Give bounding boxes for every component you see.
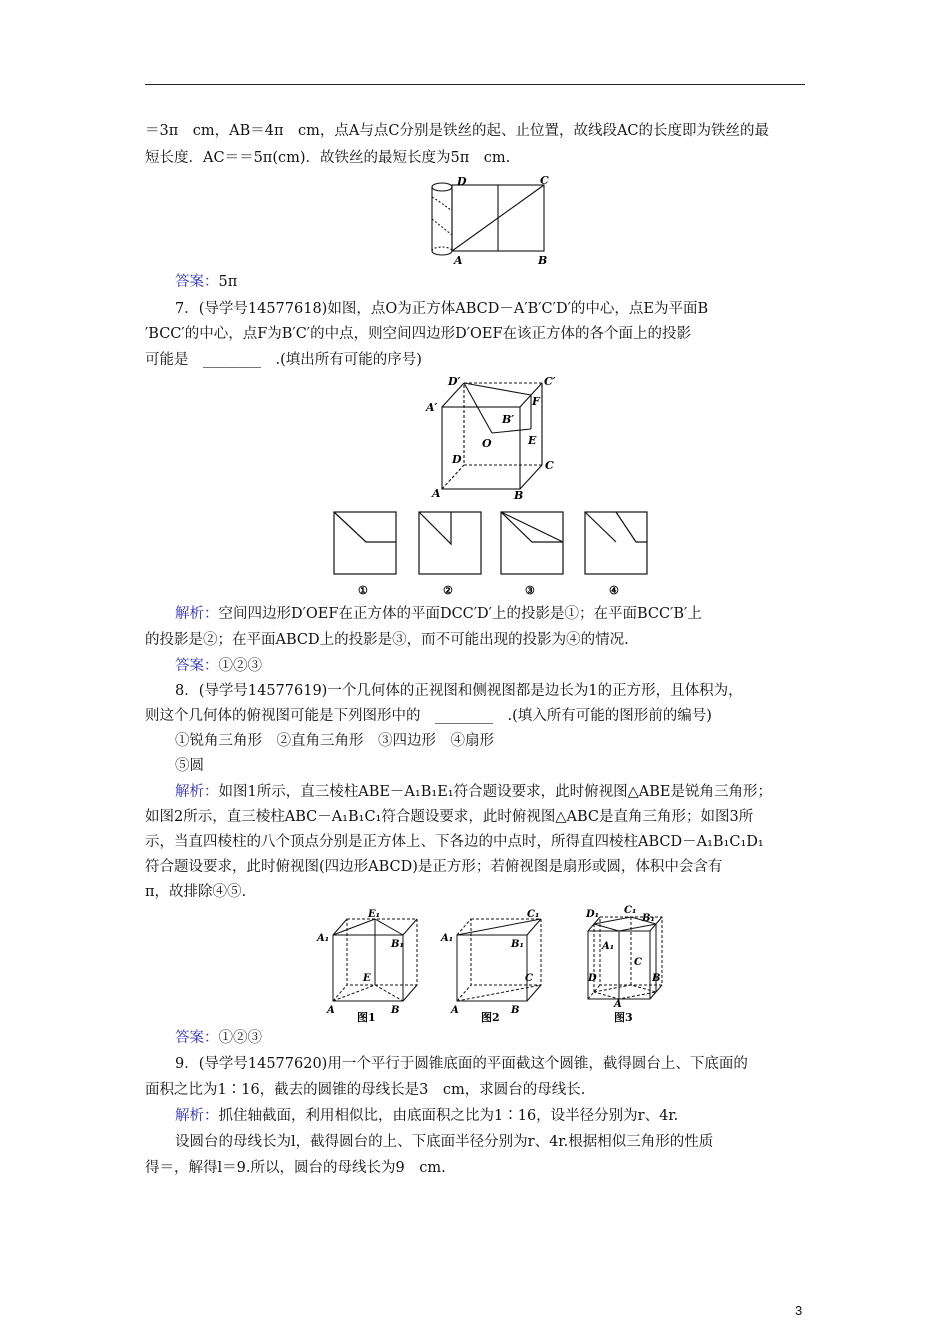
label: D bbox=[588, 973, 597, 984]
figure-1 bbox=[313, 905, 423, 1025]
option-1-label: ① bbox=[358, 584, 368, 597]
figure-2 bbox=[437, 905, 547, 1025]
option-2-label: ② bbox=[443, 584, 453, 597]
label: C₁ bbox=[527, 909, 540, 920]
answer-label: 答案： bbox=[175, 658, 219, 674]
page-number: 3 bbox=[795, 1303, 803, 1318]
option-4-label: ④ bbox=[609, 584, 619, 597]
label: E bbox=[528, 434, 537, 447]
question-9-line: 面积之比为1∶16，截去的圆锥的母线长是3 cm，求圆台的母线长. bbox=[145, 1082, 586, 1098]
label: E₁ bbox=[368, 909, 381, 920]
label: C bbox=[634, 957, 642, 968]
solution-text: 的投影是②；在平面ABCD上的投影是③，而不可能出现的投影为④的情况. bbox=[145, 632, 629, 648]
label: B₁ bbox=[391, 939, 404, 950]
solution-text: 得＝，解得l＝9.所以，圆台的母线长为9 cm. bbox=[145, 1160, 446, 1176]
answer-value: ①②③ bbox=[218, 1030, 262, 1046]
question-7-line: 7．(导学号14577618)如图，点O为正方体ABCD－A′B′C′D′的中心，点E为平面B bbox=[175, 301, 709, 317]
label: A bbox=[327, 1005, 335, 1016]
question-9-line: 9．(导学号14577620)用一个平行于圆锥底面的平面截这个圆锥，截得圆台上、下底面的 bbox=[175, 1056, 748, 1072]
figure-caption: 图2 bbox=[481, 1011, 500, 1024]
label: A₁ bbox=[441, 933, 454, 944]
label: A′ bbox=[426, 401, 438, 414]
cube-figure bbox=[420, 373, 570, 503]
solution-text: 如图1所示，直三棱柱ABE－A₁B₁E₁符合题设要求，此时俯视图△ABE是锐角三角形； bbox=[218, 784, 772, 800]
label: A bbox=[454, 254, 463, 267]
label: B bbox=[391, 1005, 400, 1016]
label: A₁ bbox=[602, 941, 615, 952]
label: E bbox=[363, 973, 371, 984]
label: A bbox=[432, 487, 441, 500]
solution-label: 解析： bbox=[175, 606, 219, 622]
solution-text: π，故排除④⑤. bbox=[145, 884, 247, 900]
label: A₁ bbox=[317, 933, 330, 944]
solution-text: 设圆台的母线长为l，截得圆台的上、下底面半径分别为r、4r.根据相似三角形的性质 bbox=[175, 1134, 714, 1150]
figure-caption: 图1 bbox=[357, 1011, 376, 1024]
text-line: ＝3π cm，AB＝4π cm，点A与点C分别是铁丝的起、止位置，故线段AC的长度即为铁丝的最 bbox=[145, 123, 770, 139]
figure-3 bbox=[578, 903, 678, 1025]
answer-label: 答案： bbox=[175, 1030, 219, 1046]
label: D′ bbox=[448, 375, 461, 388]
solution-text: 如图2所示，直三棱柱ABC－A₁B₁C₁符合题设要求，此时俯视图△ABC是直角三角形；如图3所 bbox=[145, 809, 754, 825]
label: C₁ bbox=[624, 905, 637, 916]
solution-text: 空间四边形D′OEF在正方体的平面DCC′D′上的投影是①；在平面BCC′B′上 bbox=[218, 606, 702, 622]
cylinder-unrolled-figure bbox=[420, 175, 560, 267]
label: B bbox=[511, 1005, 520, 1016]
solution-text: 抓住轴截面，利用相似比，由底面积之比为1∶16，设半径分别为r、4r. bbox=[218, 1108, 679, 1124]
question-8-line: ⑤圆 bbox=[175, 758, 204, 774]
label: F bbox=[532, 395, 540, 408]
question-8-line: 则这个几何体的俯视图可能是下列图形中的 ________ .(填入所有可能的图形前的编号) bbox=[145, 708, 712, 724]
solution-text: 示，当直四棱柱的八个顶点分别是正方体上、下各边的中点时，所得直四棱柱ABCD－A₁B₁C₁D₁ bbox=[145, 834, 764, 850]
figure-caption: 图3 bbox=[614, 1011, 633, 1024]
label: B bbox=[652, 973, 661, 984]
answer-value: 5π bbox=[218, 274, 238, 290]
label: B bbox=[514, 489, 524, 502]
label: A bbox=[451, 1005, 459, 1016]
label: O bbox=[482, 437, 492, 450]
text-line: 短长度．AC＝＝5π(cm)．故铁丝的最短长度为5π cm. bbox=[145, 150, 511, 166]
label: B′ bbox=[502, 413, 515, 426]
label: C bbox=[540, 175, 549, 187]
projection-options bbox=[330, 508, 660, 600]
solution-text: 符合题设要求，此时俯视图(四边形ABCD)是正方形；若俯视图是扇形或圆，体积中会含有 bbox=[145, 859, 723, 875]
solution-label: 解析： bbox=[175, 784, 219, 800]
answer-label: 答案： bbox=[175, 274, 219, 290]
answer-value: ①②③ bbox=[218, 658, 262, 674]
label: C bbox=[545, 459, 554, 472]
label: D bbox=[452, 453, 462, 466]
label: A bbox=[614, 999, 622, 1010]
option-3-label: ③ bbox=[525, 584, 535, 597]
header-rule bbox=[145, 84, 805, 85]
label: B₁ bbox=[511, 939, 524, 950]
label: D₁ bbox=[586, 909, 600, 920]
label: D bbox=[457, 175, 467, 188]
label: C bbox=[525, 973, 533, 984]
question-8-line: ①锐角三角形 ②直角三角形 ③四边形 ④扇形 bbox=[175, 733, 494, 749]
solution-label: 解析： bbox=[175, 1108, 219, 1124]
question-7-line: 可能是 ________ .(填出所有可能的序号) bbox=[145, 352, 422, 368]
question-7-line: ′BCC′的中心，点F为B′C′的中点，则空间四边形D′OEF在该正方体的各个面上的投影 bbox=[145, 326, 692, 342]
label: B₁ bbox=[642, 913, 655, 924]
question-8-line: 8．(导学号14577619)一个几何体的正视图和侧视图都是边长为1的正方形，且体积为， bbox=[175, 683, 743, 699]
label: C′ bbox=[544, 375, 556, 388]
label: B bbox=[538, 254, 548, 267]
